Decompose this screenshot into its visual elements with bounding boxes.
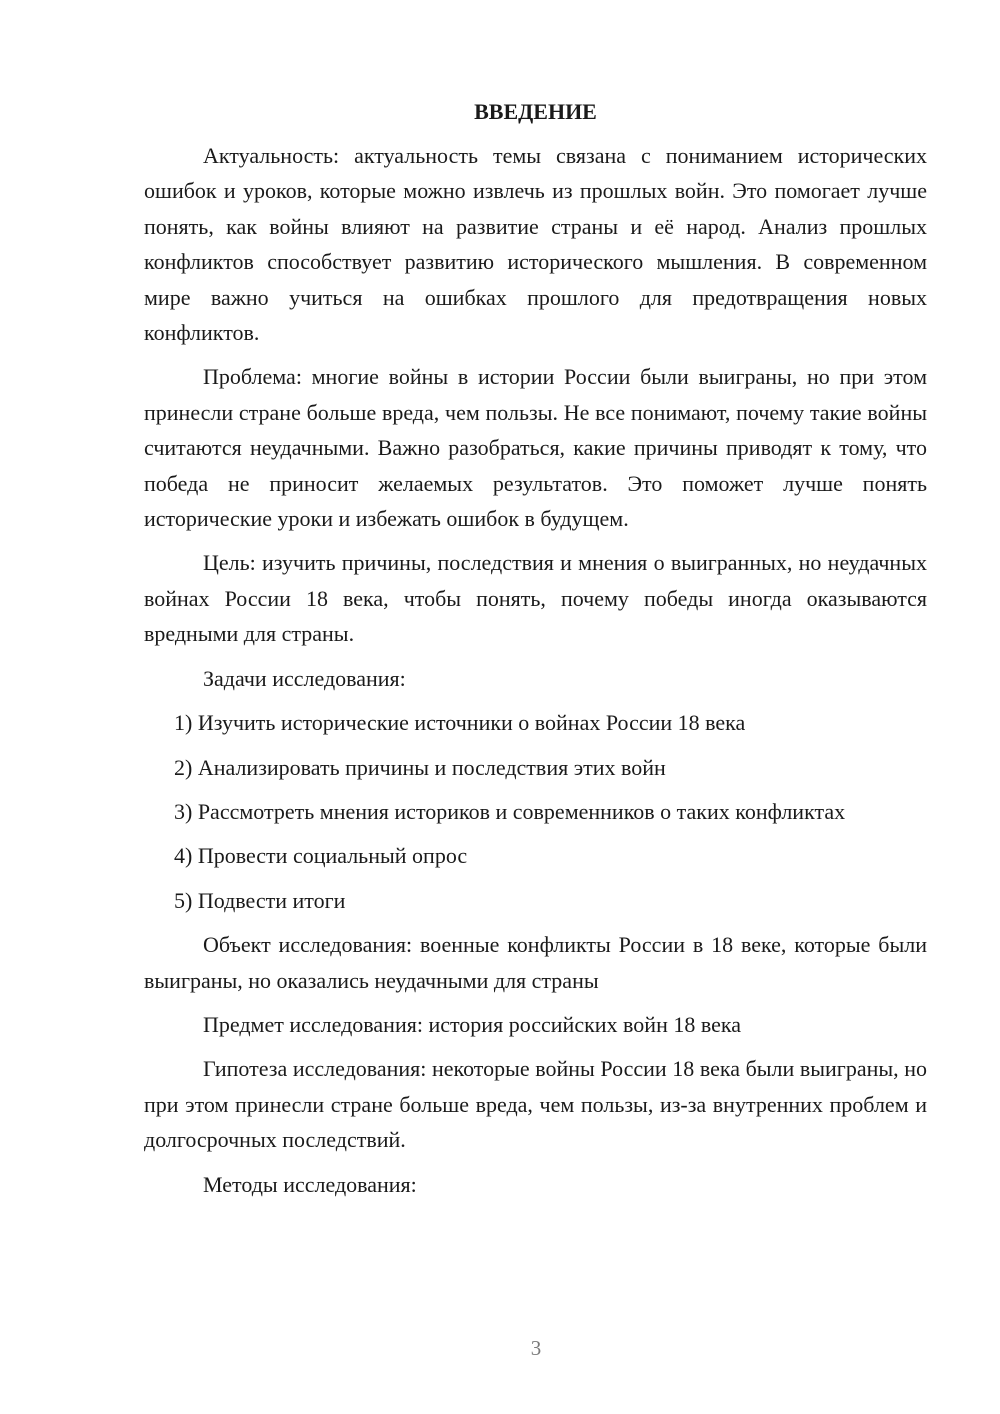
paragraph-problem: Проблема: многие войны в истории России были выиграны, но при этом принесли стране больше вреда, чем пользы. Не все понимают, почему такие войны считаются неудачными. Важно разобраться, какие причины приводят к тому, что победа не приносит желаемых результатов. Это поможет лучше понять исторические уроки и избежать ошибок в будущем.	[144, 364, 927, 532]
paragraph-relevance: Актуальность: актуальность темы связана с пониманием исторических ошибок и уроков, которые можно извлечь из прошлых войн. Это помогает лучше понять, как войны влияют на развитие страны и её народ. Анализ прошлых конфликтов способствует развитию исторического мышления. В современном мире важно учиться на ошибках прошлого для предотвращения новых конфликтов.	[144, 143, 927, 346]
task-item-1: 1) Изучить исторические источники о войнах России 18 века	[174, 710, 746, 736]
paragraph-object: Объект исследования: военные конфликты России в 18 веке, которые были выиграны, но оказались неудачными для страны	[144, 932, 927, 993]
task-item-2: 2) Анализировать причины и последствия этих войн	[174, 754, 666, 780]
paragraph-goal: Цель: изучить причины, последствия и мнения о выигранных, но неудачных войнах России 18 века, чтобы понять, почему победы иногда оказываются вредными для страны.	[144, 550, 927, 647]
paragraph-tasks-title: Задачи исследования:	[203, 665, 406, 691]
task-item-4: 4) Провести социальный опрос	[174, 843, 468, 869]
task-item-3: 3) Рассмотреть мнения историков и современников о таких конфликтах	[174, 798, 846, 824]
page-number: 3	[530, 1336, 542, 1360]
paragraph-methods: Методы исследования:	[203, 1171, 417, 1197]
section-heading: ВВЕДЕНИЕ	[474, 99, 597, 124]
paragraph-hypothesis: Гипотеза исследования: некоторые войны России 18 века были выиграны, но при этом принесли стране больше вреда, чем пользы, из-за внутренних проблем и долгосрочных последствий.	[144, 1056, 927, 1153]
page-content	[144, 96, 927, 1202]
paragraph-subject: Предмет исследования: история российских войн 18 века	[203, 1011, 741, 1037]
task-item-5: 5) Подвести итоги	[174, 887, 346, 913]
